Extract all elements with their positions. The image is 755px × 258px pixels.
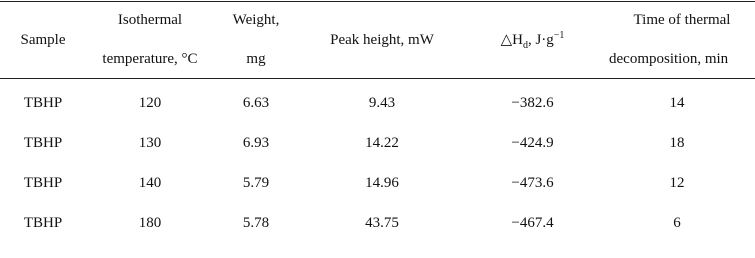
- header-decomposition-time: [599, 2, 755, 79]
- cell-peak-height: 14.96: [365, 174, 399, 191]
- header-isothermal-temperature: [86, 2, 214, 79]
- header-enthalpy-unit: , J·g: [527, 31, 554, 48]
- header-enthalpy-label: [501, 30, 565, 51]
- cell-time: 6: [673, 214, 681, 231]
- header-enthalpy-superscript: −1: [553, 29, 565, 41]
- table-row: [0, 203, 755, 243]
- cell-time: 12: [669, 174, 685, 191]
- header-peak-height: [298, 2, 466, 79]
- cell-weight: 6.63: [242, 94, 270, 111]
- header-time-line2: decomposition, min: [609, 51, 729, 67]
- header-weight: [214, 2, 298, 79]
- header-isothermal-line2: temperature, °C: [102, 51, 198, 67]
- cell-temperature: 180: [138, 214, 162, 231]
- cell-sample: TBHP: [23, 214, 63, 231]
- cell-sample: TBHP: [23, 134, 63, 151]
- header-weight-line2: mg: [246, 51, 266, 67]
- cell-sample: TBHP: [23, 94, 63, 111]
- header-enthalpy-subscript: d: [522, 39, 528, 51]
- cell-weight: 5.78: [242, 214, 270, 231]
- cell-enthalpy: −382.6: [511, 94, 554, 111]
- cell-temperature: 130: [138, 134, 162, 151]
- cell-temperature: 140: [138, 174, 162, 191]
- header-enthalpy-symbol: △H: [500, 31, 523, 48]
- header-sample-label: Sample: [20, 31, 66, 48]
- header-enthalpy: [466, 2, 599, 79]
- cell-weight: 5.79: [242, 174, 270, 191]
- cell-peak-height: 43.75: [365, 214, 399, 231]
- table-row: [0, 163, 755, 203]
- cell-enthalpy: −424.9: [511, 134, 554, 151]
- cell-peak-height: 14.22: [365, 134, 399, 151]
- header-isothermal-line1: Isothermal: [117, 12, 183, 28]
- header-weight-line1: Weight,: [232, 12, 280, 28]
- table-row: [0, 123, 755, 163]
- header-row: [0, 2, 755, 79]
- header-peak-height-label: Peak height, mW: [330, 31, 434, 48]
- header-sample: [0, 2, 86, 79]
- data-table: [0, 1, 755, 243]
- cell-time: 14: [669, 94, 685, 111]
- table-row: [0, 79, 755, 124]
- cell-weight: 6.93: [242, 134, 270, 151]
- cell-peak-height: 9.43: [368, 94, 396, 111]
- cell-temperature: 120: [138, 94, 162, 111]
- header-time-line1: Time of thermal: [633, 12, 731, 28]
- cell-time: 18: [669, 134, 685, 151]
- cell-sample: TBHP: [23, 174, 63, 191]
- cell-enthalpy: −467.4: [511, 214, 554, 231]
- cell-enthalpy: −473.6: [511, 174, 554, 191]
